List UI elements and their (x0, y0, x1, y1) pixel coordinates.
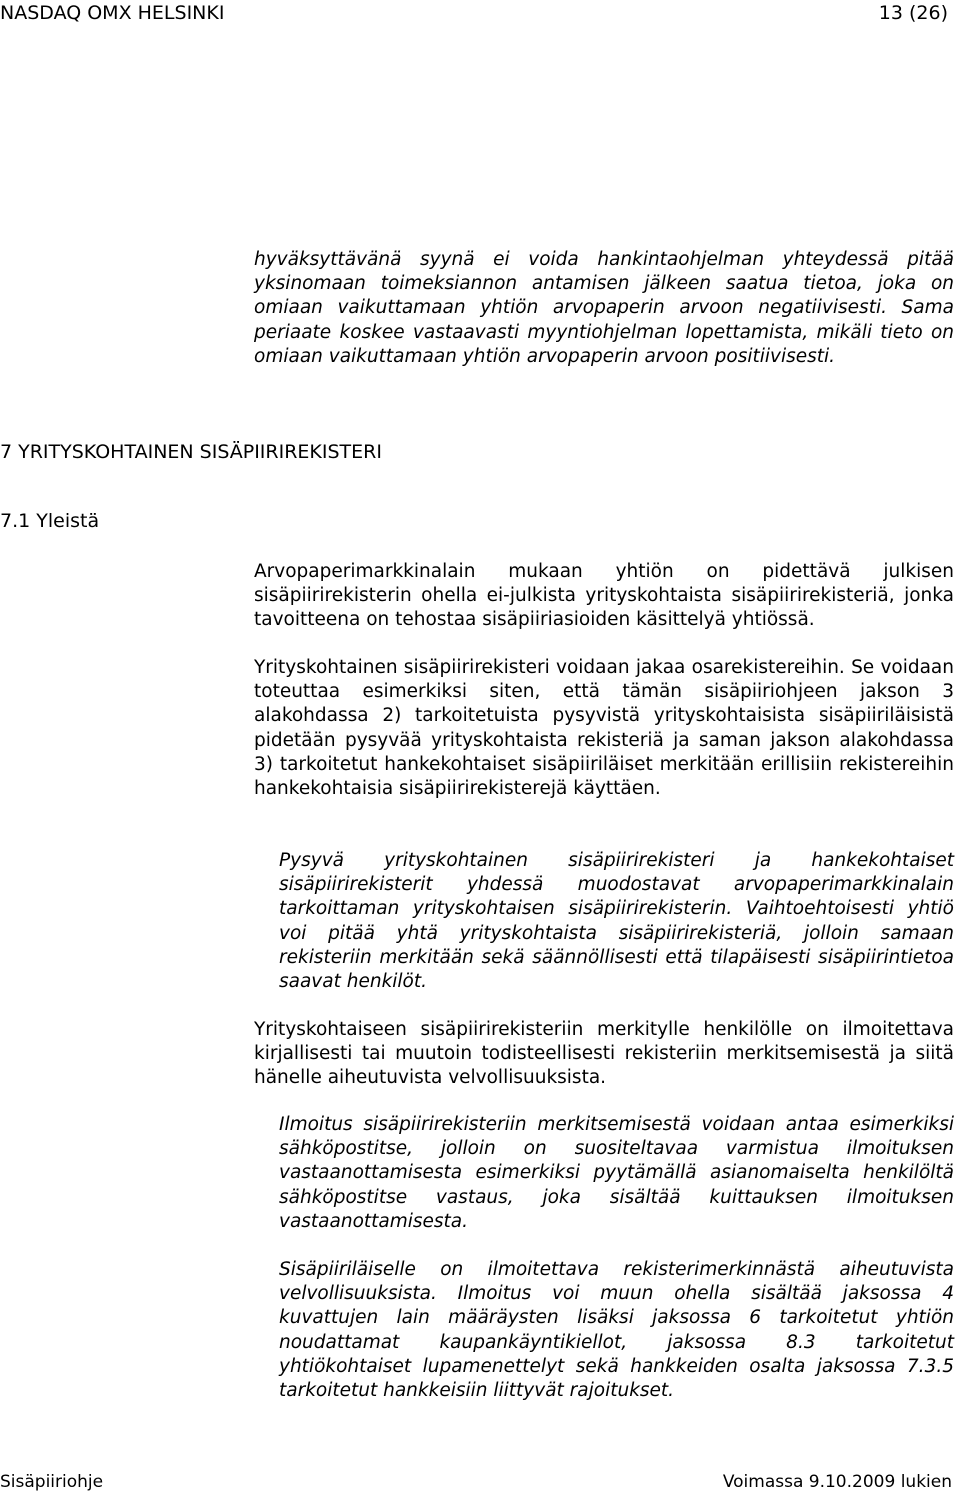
paragraph-osarekisterit: Yrityskohtainen sisäpiirirekisteri voidaan jakaa osarekistereihin. Se voidaan toteuttaa esimerkiksi siten, että tämän sisäpiiriohjeen jakson 3 alakohdassa 2) tarkoitetuista pysyvistä yrityskohtaisista sisäpiiriläisistä pidetään pysyvää yrityskohtaista rekisteriä ja saman jakson alakohdassa 3) tarkoitetut hankekohtaiset sisäpiiriläiset merkitään erillisiin rekistereihin hankekohtaisia sisäpiirirekisterejä käyttäen. (254, 657, 954, 800)
footer-document-name: Sisäpiiriohje (0, 1472, 104, 1492)
subsection-heading: 7.1 Yleistä (0, 510, 100, 532)
section-heading: 7 YRITYSKOHTAINEN SISÄPIIRIREKISTERI (0, 441, 382, 463)
footer-validity-date: Voimassa 9.10.2009 lukien (722, 1472, 952, 1492)
paragraph-hankintaohjelma: hyväksyttävänä syynä ei voida hankintaohjelman yhteydessä pitää yksinomaan toimeksiannon antamisen jälkeen saatua tietoa, joka on omiaan vaikuttamaan yhtiön arvopaperin arvoon negatiivisesti. Sama periaate koskee vastaavasti myyntiohjelman lopettamista, mikäli tieto on omiaan vaikuttamaan yhtiön arvopaperin arvoon positiivisesti. (254, 249, 954, 367)
paragraph-pysyva-rekisteri: Pysyvä yrityskohtainen sisäpiirirekisteri ja hankekohtaiset sisäpiirirekisterit yhdessä muodostavat arvopaperimarkkinalain tarkoittaman yrityskohtaisen sisäpiirirekisterin. Vaihtoehtoisesti yhtiö voi pitää yhtä yrityskohtaista sisäpiirirekisteriä, jolloin samaan rekisteriin merkitään sekä säännöllisesti että tilapäisesti sisäpiirintietoa saavat henkilöt. (279, 850, 954, 993)
paragraph-velvollisuudet: Sisäpiiriläiselle on ilmoitettava rekisterimerkinnästä aiheutuvista velvollisuuksista. Ilmoitus voi muun ohella sisältää jaksossa 4 kuvattujen lain määräysten lisäksi jaksossa 6 tarkoitetut yhtiön noudattamat kaupankäyntikiellot, jaksossa 8.3 tarkoitetut yhtiökohtaiset lupamenettelyt sekä hankkeiden osalta jaksossa 7.3.5 tarkoitetut hankkeisiin liittyvät rajoitukset. (279, 1259, 954, 1402)
paragraph-ilmoitusvelvollisuus: Yrityskohtaiseen sisäpiirirekisteriin merkitylle henkilölle on ilmoitettava kirjallisesti tai muutoin todisteellisesti rekisteriin merkitsemisestä ja siitä hänelle aiheutuvista velvollisuuksista. (254, 1019, 954, 1089)
page-number: 13 (26) (878, 2, 948, 24)
paragraph-ilmoitus-sahkopostitse: Ilmoitus sisäpiirirekisteriin merkitsemisestä voidaan antaa esimerkiksi sähköpostitse, jolloin on suositeltavaa varmistua ilmoituksen vastaanottamisesta esimerkiksi pyytämällä asianomaiselta henkilöltä sähköpostitse vastaus, joka sisältää kuittauksen ilmoituksen vastaanottamisesta. (279, 1114, 954, 1232)
paragraph-arvopaperimarkkinalaki: Arvopaperimarkkinalain mukaan yhtiön on pidettävä julkisen sisäpiirirekisterin ohella ei-julkista yrityskohtaista sisäpiirirekisteriä, jonka tavoitteena on tehostaa sisäpiiriasioiden käsittelyä yhtiössä. (254, 561, 954, 631)
header-title: NASDAQ OMX HELSINKI (0, 2, 225, 24)
